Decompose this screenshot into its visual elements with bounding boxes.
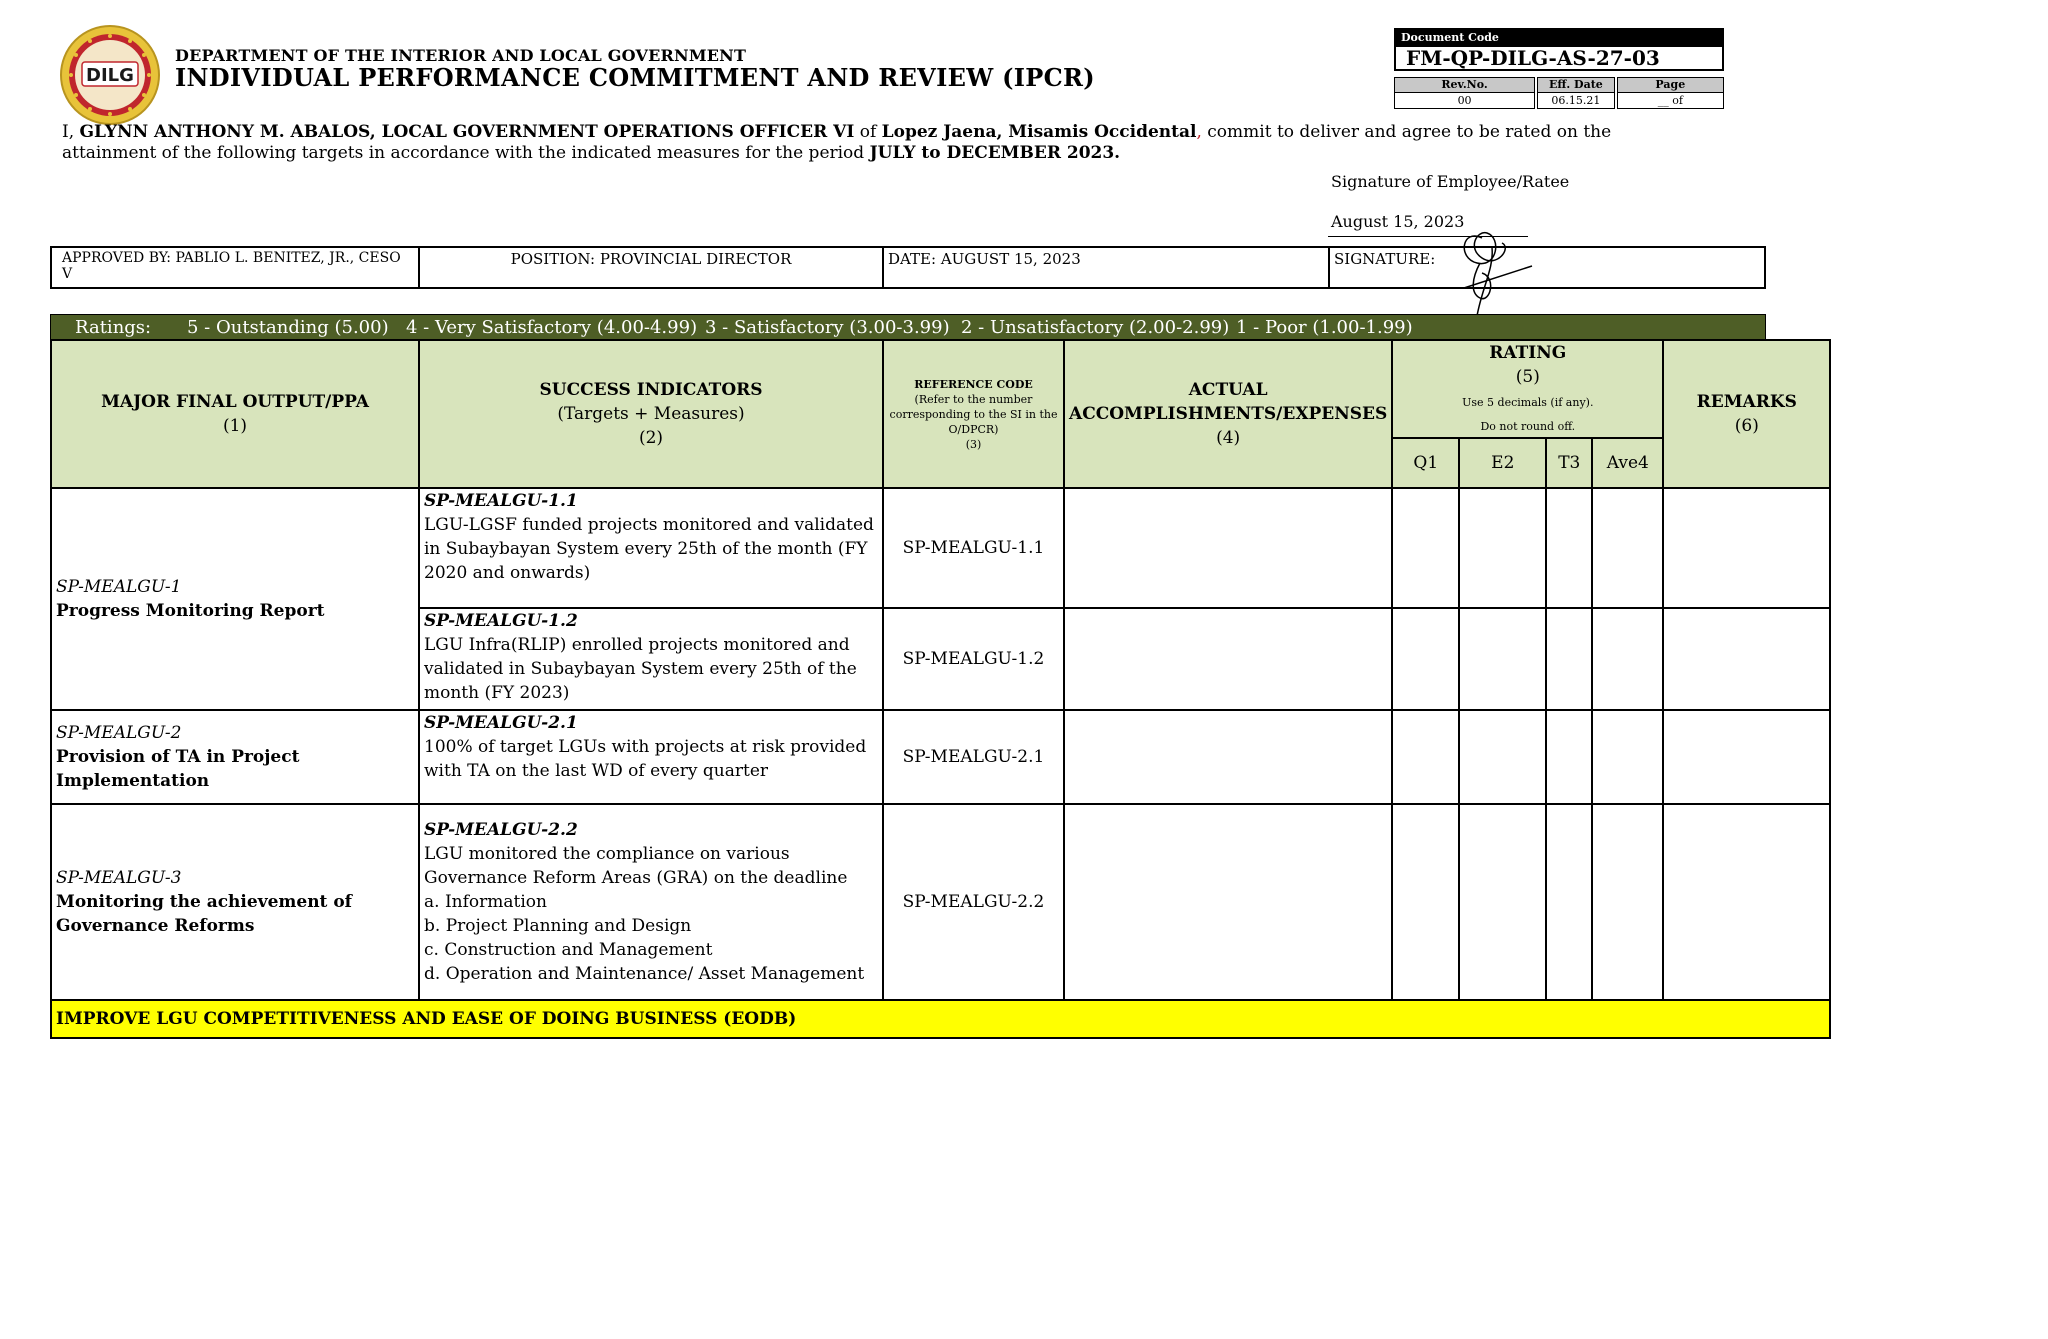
eff-date-value: 06.15.21 bbox=[1551, 94, 1601, 107]
remarks-cell[interactable] bbox=[1663, 488, 1830, 608]
header-reference-code: REFERENCE CODE (Refer to the number corresponding to the SI in the O/DPCR) (3) bbox=[883, 340, 1064, 488]
reference-code-cell: SP-MEALGU-1.2 bbox=[883, 608, 1064, 710]
reference-code-cell: SP-MEALGU-2.2 bbox=[883, 804, 1064, 1000]
t3-cell[interactable] bbox=[1546, 608, 1592, 710]
header-e2: E2 bbox=[1459, 438, 1546, 488]
approver-signature-label: SIGNATURE: bbox=[1334, 250, 1436, 268]
rev-no-label: Rev.No. bbox=[1395, 78, 1534, 93]
rating-5: 5 - Outstanding (5.00) bbox=[187, 317, 389, 338]
ave4-cell[interactable] bbox=[1592, 710, 1663, 804]
header-t3: T3 bbox=[1546, 438, 1592, 488]
success-indicator-cell: SP-MEALGU-1.2 LGU Infra(RLIP) enrolled projects monitored and validated in Subaybayan System every 25th of the month (FY 2023) bbox=[419, 608, 883, 710]
t3-cell[interactable] bbox=[1546, 710, 1592, 804]
rating-2: 2 - Unsatisfactory (2.00-2.99) bbox=[961, 317, 1230, 338]
approver-position: POSITION: PROVINCIAL DIRECTOR bbox=[420, 248, 884, 287]
header-success-indicators: SUCCESS INDICATORS (Targets + Measures) (2) bbox=[419, 340, 883, 488]
approved-by: APPROVED BY: PABLIO L. BENITEZ, JR., CESO V bbox=[52, 248, 420, 287]
q1-cell[interactable] bbox=[1392, 488, 1459, 608]
commit-prefix: I, bbox=[62, 122, 80, 142]
document-code-box bbox=[1394, 28, 1724, 109]
page-cell bbox=[1617, 77, 1724, 109]
rating-1: 1 - Poor (1.00-1.99) bbox=[1236, 317, 1413, 338]
remarks-cell[interactable] bbox=[1663, 608, 1830, 710]
ratee-signature-label: Signature of Employee/Ratee bbox=[1331, 172, 1570, 191]
commit-middle: commit to deliver and agree to be rated on the attainment of the following targets in accordance with the indicated measures for the period bbox=[62, 122, 1612, 163]
remarks-cell[interactable] bbox=[1663, 710, 1830, 804]
reference-code-cell: SP-MEALGU-1.1 bbox=[883, 488, 1064, 608]
rev-no-value: 00 bbox=[1457, 94, 1472, 107]
remarks-cell[interactable] bbox=[1663, 804, 1830, 1000]
ratings-label: Ratings: bbox=[75, 317, 152, 338]
actual-cell[interactable] bbox=[1064, 804, 1392, 1000]
employee-location: Lopez Jaena, Misamis Occidental bbox=[881, 122, 1197, 142]
q1-cell[interactable] bbox=[1392, 804, 1459, 1000]
success-indicator-cell: SP-MEALGU-2.2 LGU monitored the compliance on various Governance Reform Areas (GRA) on the deadline a. Information b. Project Planning and Design c. Construction and Management d. Operation and Maintenance/ Asset Management bbox=[419, 804, 883, 1000]
header-remarks: REMARKS (6) bbox=[1663, 340, 1830, 488]
ratee-date: August 15, 2023 bbox=[1331, 212, 1465, 231]
ratings-legend-bar bbox=[50, 314, 1766, 340]
header-rating: RATING (5) Use 5 decimals (if any). Do not round off. bbox=[1392, 340, 1663, 438]
mfo-cell: SP-MEALGU-1 Progress Monitoring Report bbox=[51, 488, 419, 710]
eff-date-label: Eff. Date bbox=[1538, 78, 1614, 93]
document-code-label: Document Code bbox=[1394, 28, 1724, 45]
header-q1: Q1 bbox=[1392, 438, 1459, 488]
table-row bbox=[51, 804, 1830, 1000]
t3-cell[interactable] bbox=[1546, 488, 1592, 608]
rating-4: 4 - Very Satisfactory (4.00-4.99) bbox=[406, 317, 698, 338]
table-row bbox=[51, 488, 1830, 608]
reference-code-cell: SP-MEALGU-2.1 bbox=[883, 710, 1064, 804]
ave4-cell[interactable] bbox=[1592, 608, 1663, 710]
page-value: __ of bbox=[1657, 94, 1683, 107]
success-indicator-cell: SP-MEALGU-1.1 LGU-LGSF funded projects monitored and validated in Subaybayan System every 25th of the month (FY 2020 and onwards) bbox=[419, 488, 883, 608]
t3-cell[interactable] bbox=[1546, 804, 1592, 1000]
dilg-logo bbox=[54, 24, 166, 126]
rev-no-cell bbox=[1394, 77, 1535, 109]
table-row bbox=[51, 710, 1830, 804]
eff-date-cell bbox=[1537, 77, 1615, 109]
rating-period: JULY to DECEMBER 2023. bbox=[869, 143, 1121, 163]
ipcr-table bbox=[50, 339, 1831, 1039]
actual-cell[interactable] bbox=[1064, 710, 1392, 804]
e2-cell[interactable] bbox=[1459, 608, 1546, 710]
mfo-cell: SP-MEALGU-3 Monitoring the achievement of Governance Reforms bbox=[51, 804, 419, 1000]
header-ave4: Ave4 bbox=[1592, 438, 1663, 488]
employee-name-position: GLYNN ANTHONY M. ABALOS, LOCAL GOVERNMENT OPERATIONS OFFICER VI bbox=[79, 122, 855, 142]
approval-date: DATE: AUGUST 15, 2023 bbox=[884, 248, 1330, 287]
header-mfo: MAJOR FINAL OUTPUT/PPA (1) bbox=[51, 340, 419, 488]
actual-cell[interactable] bbox=[1064, 608, 1392, 710]
ave4-cell[interactable] bbox=[1592, 804, 1663, 1000]
commitment-statement bbox=[62, 122, 1682, 164]
page-label: Page bbox=[1618, 78, 1723, 93]
rating-3: 3 - Satisfactory (3.00-3.99) bbox=[705, 317, 950, 338]
document-code-value: FM-QP-DILG-AS-27-03 bbox=[1394, 45, 1724, 71]
q1-cell[interactable] bbox=[1392, 710, 1459, 804]
commit-of: of bbox=[854, 122, 882, 142]
form-title: INDIVIDUAL PERFORMANCE COMMITMENT AND REVIEW (IPCR) bbox=[175, 63, 1095, 92]
e2-cell[interactable] bbox=[1459, 488, 1546, 608]
commit-comma: , bbox=[1196, 122, 1202, 142]
success-indicator-cell: SP-MEALGU-2.1 100% of target LGUs with projects at risk provided with TA on the last WD of every quarter bbox=[419, 710, 883, 804]
handwritten-signature bbox=[1452, 218, 1542, 318]
q1-cell[interactable] bbox=[1392, 608, 1459, 710]
department-name: DEPARTMENT OF THE INTERIOR AND LOCAL GOVERNMENT bbox=[175, 46, 747, 65]
header-actual-accomplishments: ACTUAL ACCOMPLISHMENTS/EXPENSES (4) bbox=[1064, 340, 1392, 488]
e2-cell[interactable] bbox=[1459, 710, 1546, 804]
mfo-cell: SP-MEALGU-2 Provision of TA in Project Implementation bbox=[51, 710, 419, 804]
e2-cell[interactable] bbox=[1459, 804, 1546, 1000]
svg-text:DILG: DILG bbox=[86, 65, 134, 86]
ave4-cell[interactable] bbox=[1592, 488, 1663, 608]
section-banner: IMPROVE LGU COMPETITIVENESS AND EASE OF DOING BUSINESS (EODB) bbox=[51, 1000, 1830, 1038]
actual-cell[interactable] bbox=[1064, 488, 1392, 608]
